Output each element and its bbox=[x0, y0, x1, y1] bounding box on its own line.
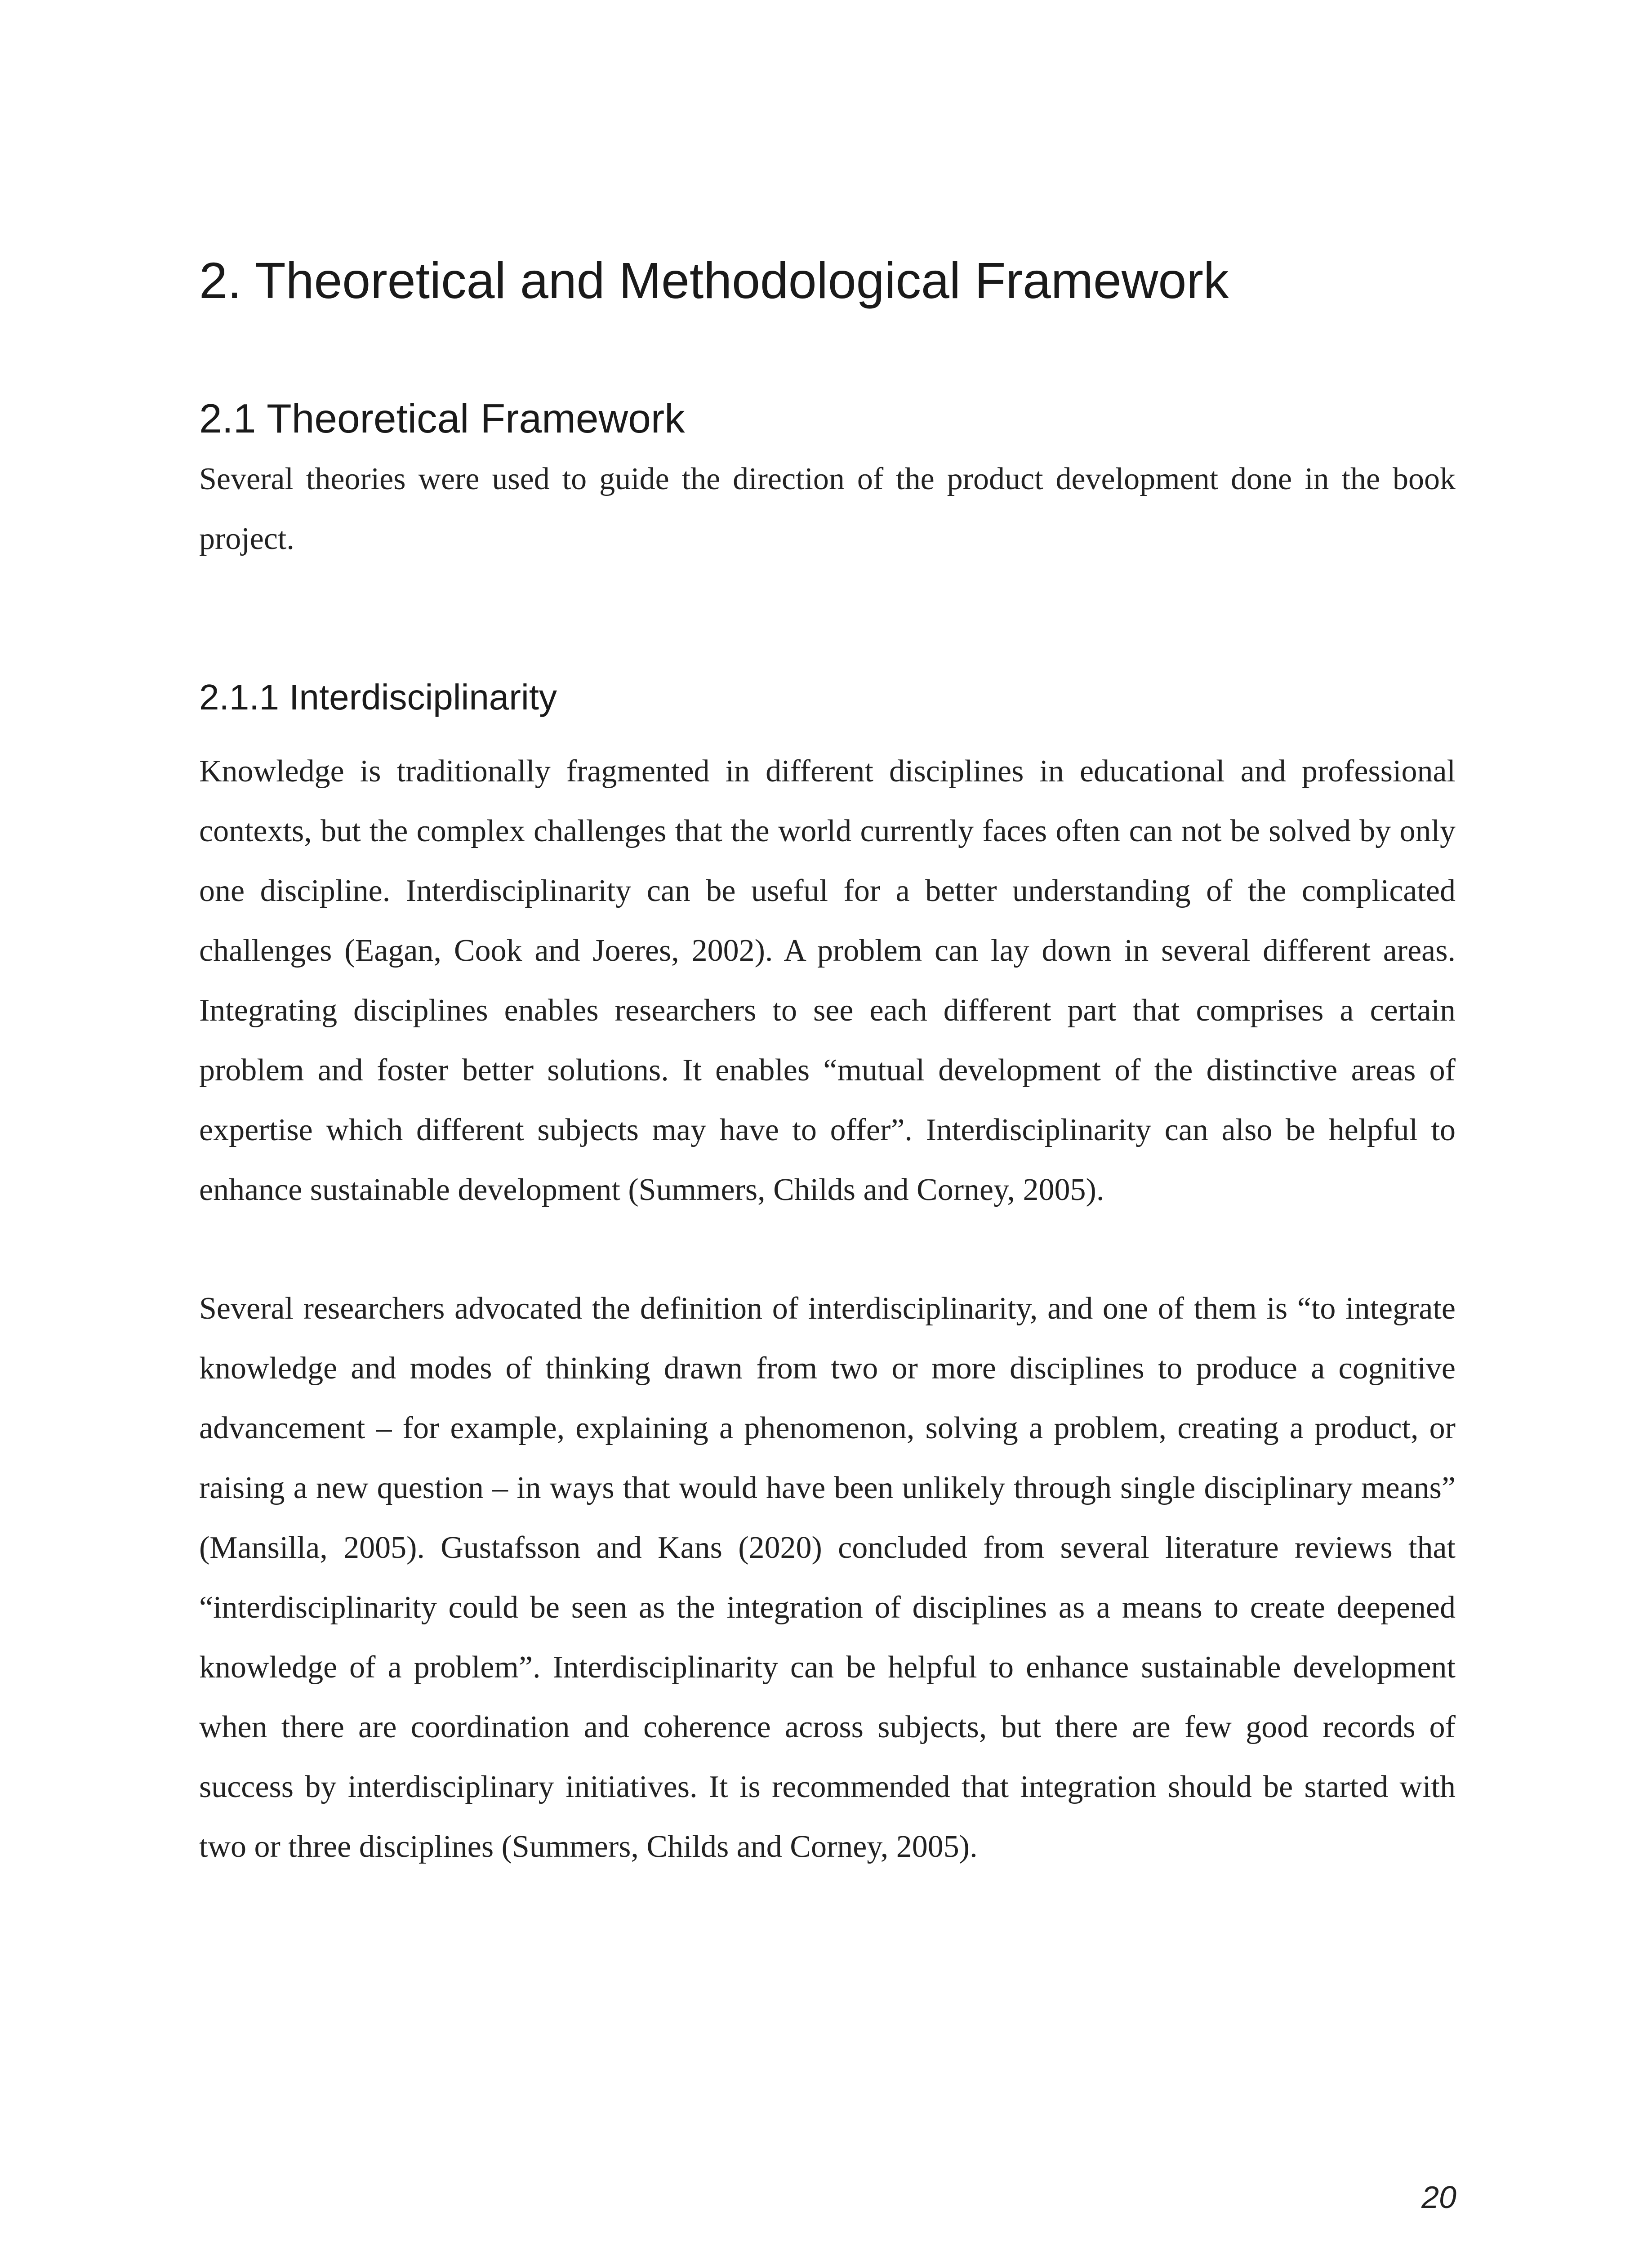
body-paragraph-2: Several researchers advocated the definition of interdisciplinarity, and one of them is “to integrate knowledge and modes of thinking drawn from two or more disciplines to produce a cognitive advancement – for example, explaining a phenomenon, solving a problem, creating a product, or raising a new question – in ways that would have been unlikely through single disciplinary means” (Mansilla, 2005). Gustafsson and Kans (2020) concluded from several literature reviews that “interdisciplinarity could be seen as the integration of disciplines as a means to create deepened knowledge of a problem”. Interdisciplinarity can be helpful to enhance sustainable development when there are coordination and coherence across subjects, but there are few good records of success by interdisciplinary initiatives. It is recommended that integration should be started with two or three disciplines (Summers, Childs and Corney, 2005). bbox=[199, 1291, 1456, 1864]
chapter-title: 2. Theoretical and Methodological Framework bbox=[199, 252, 1229, 309]
page-content bbox=[199, 252, 1456, 1877]
subsection bbox=[199, 677, 1456, 1877]
section-title: 2.1 Theoretical Framework bbox=[199, 396, 685, 442]
section-intro-paragraph: Several theories were used to guide the direction of the product development done in the book project. bbox=[199, 461, 1456, 556]
body-paragraph-1: Knowledge is traditionally fragmented in different disciplines in educational and professional contexts, but the complex challenges that the world currently faces often can not be solved by only one discipline. Interdisciplinarity can be useful for a better understanding of the complicated challenges (Eagan, Cook and Joeres, 2002). A problem can lay down in several different areas. Integrating disciplines enables researchers to see each different part that comprises a certain problem and foster better solutions. It enables “mutual development of the distinctive areas of expertise which different subjects may have to offer”. Interdisciplinarity can also be helpful to enhance sustainable development (Summers, Childs and Corney, 2005). bbox=[199, 754, 1456, 1207]
subsection-title: 2.1.1 Interdisciplinarity bbox=[199, 677, 557, 717]
page-number: 20 bbox=[1421, 2180, 1456, 2215]
